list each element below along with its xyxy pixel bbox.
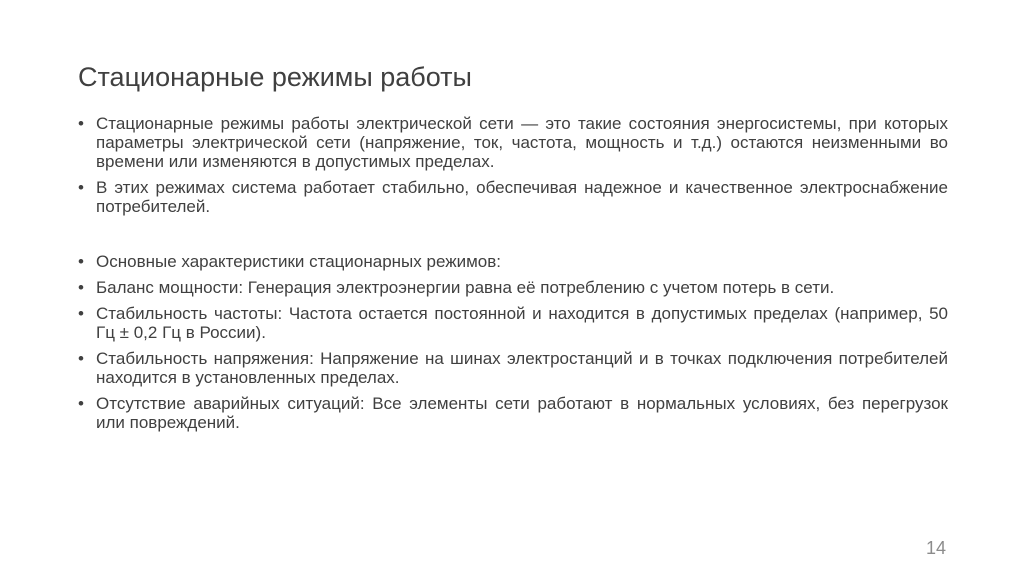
bullet-characteristics-heading: • Основные характеристики стационарных режимов: <box>78 252 948 271</box>
bullet-power-balance: • Баланс мощности: Генерация электроэнергии равна её потреблению с учетом потерь в сети. <box>78 278 948 297</box>
bullet-no-emergencies: • Отсутствие аварийных ситуаций: Все элементы сети работают в нормальных условиях, без перегрузок или повреждений. <box>78 394 948 432</box>
bullet-definition: • Стационарные режимы работы электрической сети — это такие состояния энергосистемы, при которых параметры электрической сети (напряжение, ток, частота, мощность и т.д.) остаются неизменными во времени или изменяются в допустимых пределах. <box>78 114 948 171</box>
slide-title: Стационарные режимы работы <box>78 62 472 92</box>
bullet-stability: • В этих режимах система работает стабильно, обеспечивая надежное и качественное электроснабжение потребителей. <box>78 178 948 216</box>
slide-content <box>78 114 948 439</box>
page-number: 14 <box>925 538 946 558</box>
bullet-voltage-stability: • Стабильность напряжения: Напряжение на шинах электростанций и в точках подключения потребителей находится в установленных пределах. <box>78 349 948 387</box>
bullet-frequency-stability: • Стабильность частоты: Частота остается постоянной и находится в допустимых пределах (например, 50 Гц ± 0,2 Гц в России). <box>78 304 948 342</box>
spacer <box>78 223 948 252</box>
